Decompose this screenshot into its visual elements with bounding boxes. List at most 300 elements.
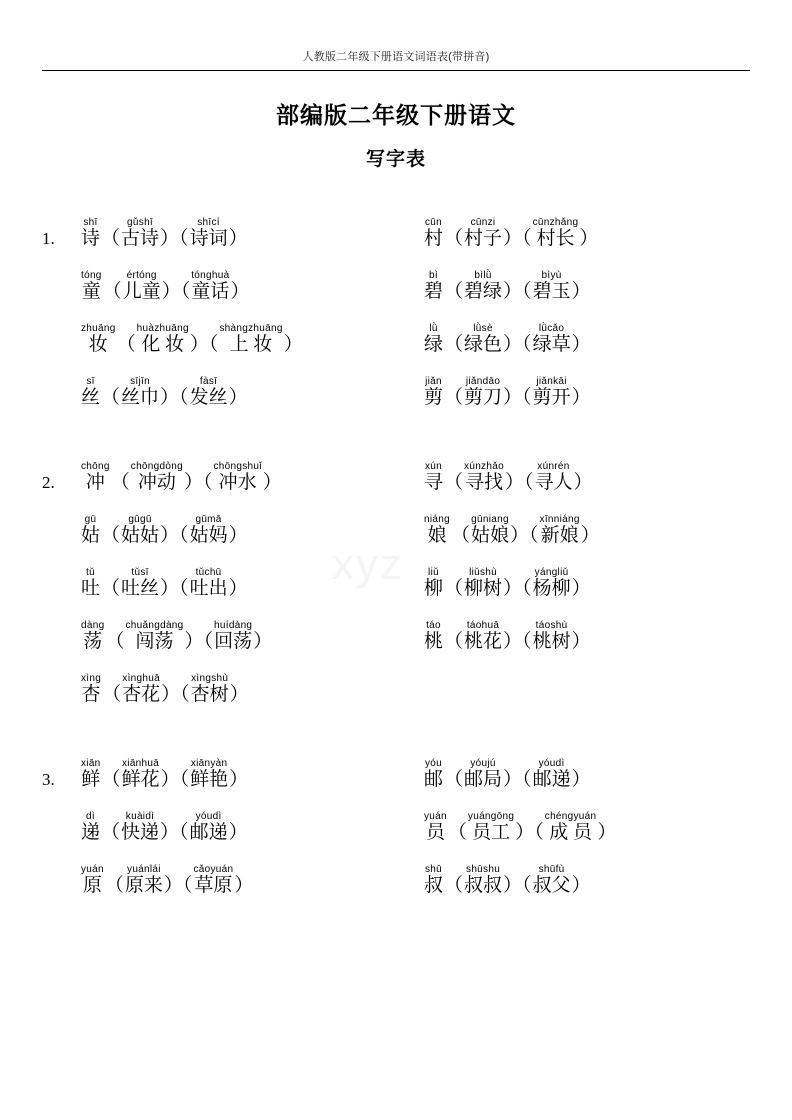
word-cell-right <box>407 217 750 250</box>
punctuation: ） <box>283 334 303 355</box>
ruby-word <box>424 461 443 494</box>
ruby-word <box>81 864 104 897</box>
ruby-word <box>424 323 443 356</box>
punctuation: （ <box>444 875 464 896</box>
running-head <box>42 0 750 64</box>
hanzi: 碧 <box>424 281 444 302</box>
hanzi: 递 <box>81 822 101 843</box>
hanzi: 丝巾 <box>121 387 160 408</box>
ruby-word <box>534 461 572 494</box>
word-cell-left <box>80 514 407 547</box>
pinyin: bìlǜ <box>474 270 492 281</box>
ruby-word <box>190 567 228 600</box>
punctuation: ） <box>571 334 591 355</box>
punctuation: （ <box>444 387 464 408</box>
pinyin: chōngshuǐ <box>213 461 262 472</box>
ruby-word <box>81 217 100 250</box>
ruby-word <box>464 620 502 653</box>
ruby-word <box>190 811 228 844</box>
punctuation: ） <box>580 525 600 546</box>
word-cell-right <box>407 758 750 791</box>
pinyin: tǔ <box>86 567 95 578</box>
hanzi: 丝 <box>81 387 101 408</box>
punctuation: ）（ <box>503 769 532 790</box>
hanzi: 柳树 <box>464 578 503 599</box>
ruby-word <box>121 811 159 844</box>
hanzi: 姑 <box>81 525 101 546</box>
ruby-word <box>464 376 502 409</box>
pinyin: huàzhuāng <box>136 323 189 334</box>
word-row <box>42 461 750 494</box>
hanzi: 上 妆 <box>229 334 273 355</box>
pinyin: huídàng <box>214 620 253 631</box>
punctuation: ） <box>228 578 248 599</box>
word-cell-left <box>80 217 407 250</box>
word-cell-right <box>407 864 750 897</box>
word-cell-right <box>407 567 750 600</box>
punctuation: ） <box>571 769 591 790</box>
word-row <box>42 217 750 250</box>
ruby-word <box>464 461 504 494</box>
pinyin: cǎoyuán <box>193 864 234 875</box>
pinyin: shī <box>83 217 98 228</box>
punctuation: ）（ <box>160 578 189 599</box>
pinyin: xìng <box>81 673 102 684</box>
hanzi: 柳 <box>424 578 444 599</box>
punctuation: ） <box>262 472 282 493</box>
hanzi: 回荡 <box>214 631 253 652</box>
hanzi: 草原 <box>194 875 233 896</box>
hanzi: 杨柳 <box>532 578 571 599</box>
word-cell-right <box>407 270 750 303</box>
hanzi: 妆 <box>88 334 108 355</box>
pinyin: tóng <box>81 270 102 281</box>
punctuation: ） <box>253 631 273 652</box>
pinyin: xún <box>424 461 443 472</box>
hanzi: 新娘 <box>540 525 579 546</box>
pinyin: shūfù <box>538 864 565 875</box>
hanzi: 吐 <box>81 578 101 599</box>
ruby-word <box>123 270 161 303</box>
hanzi: 绿草 <box>532 334 571 355</box>
pinyin: gū <box>84 514 97 525</box>
punctuation: ）（ <box>160 525 189 546</box>
pinyin: xìngshù <box>191 673 229 684</box>
punctuation: ） <box>597 822 617 843</box>
ruby-word <box>137 323 189 356</box>
pinyin: yángliǔ <box>534 567 569 578</box>
pinyin: shàngzhuāng <box>219 323 283 334</box>
word-row <box>42 323 750 356</box>
punctuation: ）（ <box>161 281 191 302</box>
word-cell-right <box>407 323 750 356</box>
ruby-word <box>81 323 116 356</box>
word-cell-right <box>407 811 750 844</box>
punctuation: ） <box>571 281 591 302</box>
running-head-text: 人教版二年级下册语文词语表(带拼音) <box>302 51 490 63</box>
word-row <box>42 758 750 791</box>
pinyin: gūmā <box>195 514 222 525</box>
ruby-word <box>81 620 104 653</box>
ruby-word <box>424 864 443 897</box>
hanzi: 村长 <box>536 228 575 249</box>
word-cell-left <box>80 811 407 844</box>
punctuation: （ <box>101 769 121 790</box>
pinyin: xìnghuā <box>122 673 160 684</box>
word-row <box>42 567 750 600</box>
punctuation: （ <box>101 387 121 408</box>
ruby-word <box>190 217 228 250</box>
punctuation: （ <box>444 472 464 493</box>
hanzi: 姑娘 <box>470 525 509 546</box>
ruby-word <box>464 270 502 303</box>
hanzi: 村子 <box>464 228 503 249</box>
punctuation: （ <box>450 525 470 546</box>
pinyin: bì <box>429 270 438 281</box>
ruby-word <box>464 567 502 600</box>
hanzi: 员 <box>425 822 445 843</box>
punctuation: （ <box>105 631 125 652</box>
pinyin: táohuā <box>466 620 500 631</box>
hanzi: 娘 <box>427 525 447 546</box>
pinyin: lǜcǎo <box>538 323 565 334</box>
pinyin: liǔ <box>428 567 439 578</box>
punctuation: （ <box>104 875 124 896</box>
pinyin: chuǎngdàng <box>125 620 184 631</box>
word-cell-right <box>407 620 750 653</box>
hanzi: 邮局 <box>464 769 503 790</box>
pinyin: sī <box>86 376 95 387</box>
hanzi: 碧玉 <box>532 281 571 302</box>
punctuation: ） <box>571 875 591 896</box>
hanzi: 叔父 <box>532 875 571 896</box>
ruby-word <box>424 620 443 653</box>
punctuation: （ <box>444 631 464 652</box>
pinyin: táo <box>426 620 441 631</box>
pinyin: xúnrén <box>537 461 570 472</box>
word-row <box>42 514 750 547</box>
word-row <box>42 673 750 706</box>
ruby-word <box>81 567 100 600</box>
punctuation: ） <box>229 684 249 705</box>
pinyin: tǔsī <box>131 567 149 578</box>
hanzi: 化 妆 <box>141 334 185 355</box>
hanzi: 叔叔 <box>464 875 503 896</box>
pinyin: cūnzhǎng <box>532 217 579 228</box>
hanzi: 鲜艳 <box>190 769 229 790</box>
title-block <box>42 97 750 171</box>
ruby-word <box>122 673 160 706</box>
pinyin: lǜsè <box>473 323 493 334</box>
pinyin: fàsī <box>199 376 218 387</box>
hanzi: 绿色 <box>464 334 503 355</box>
pinyin: zhuāng <box>81 323 116 334</box>
punctuation: ）（ <box>163 875 193 896</box>
ruby-word <box>122 758 160 791</box>
word-cell-left <box>80 620 407 653</box>
pinyin: gǔshī <box>127 217 154 228</box>
hanzi: 寻找 <box>464 472 503 493</box>
ruby-word <box>533 620 571 653</box>
hanzi: 剪 <box>424 387 444 408</box>
ruby-word <box>121 567 159 600</box>
ruby-word <box>533 758 571 791</box>
word-group <box>42 461 750 706</box>
pinyin: yóu <box>424 758 443 769</box>
hanzi: 古诗 <box>121 228 160 249</box>
pinyin: yóudì <box>195 811 222 822</box>
word-group <box>42 217 750 409</box>
word-cell-left <box>80 323 407 356</box>
ruby-word <box>545 811 597 844</box>
punctuation: ）（ <box>503 387 532 408</box>
pinyin: táoshù <box>535 620 568 631</box>
page-title: 部编版二年级下册语文 <box>276 102 516 128</box>
punctuation: ）（ <box>503 334 532 355</box>
pinyin: dàng <box>81 620 105 631</box>
pinyin: tǔchū <box>195 567 222 578</box>
pinyin: xiān <box>81 758 101 769</box>
ruby-word <box>213 461 261 494</box>
ruby-word <box>464 758 502 791</box>
pinyin: liǔshù <box>469 567 497 578</box>
punctuation: ） <box>571 578 591 599</box>
punctuation: ） <box>228 822 248 843</box>
ruby-word <box>468 811 514 844</box>
punctuation: （ <box>444 578 464 599</box>
hanzi: 邮 <box>424 769 444 790</box>
punctuation: ） <box>228 387 248 408</box>
pinyin: shūshu <box>466 864 501 875</box>
punctuation: ） <box>571 387 591 408</box>
word-cell-left <box>80 270 407 303</box>
group-number: 3. <box>42 770 55 789</box>
pinyin: jiǎn <box>425 376 442 387</box>
ruby-word <box>424 758 443 791</box>
hanzi: 员工 <box>472 822 511 843</box>
pinyin: jiǎndāo <box>465 376 501 387</box>
punctuation: ） <box>229 769 249 790</box>
word-group <box>42 758 750 897</box>
punctuation: ）（ <box>189 334 219 355</box>
hanzi: 姑姑 <box>121 525 160 546</box>
watermark: xyz <box>332 540 404 589</box>
hanzi: 桃 <box>424 631 444 652</box>
punctuation: ） <box>573 472 593 493</box>
punctuation: ） <box>579 228 599 249</box>
hanzi: 村 <box>424 228 444 249</box>
ruby-word <box>533 567 571 600</box>
punctuation: （ <box>101 228 121 249</box>
pinyin: chōng <box>81 461 110 472</box>
word-cell-left <box>80 461 407 494</box>
ruby-word <box>464 864 502 897</box>
ruby-word <box>81 758 101 791</box>
punctuation: （ <box>101 822 121 843</box>
hanzi: 桃树 <box>532 631 571 652</box>
hanzi: 冲水 <box>218 472 257 493</box>
ruby-word <box>121 217 159 250</box>
punctuation: ）（ <box>160 387 189 408</box>
punctuation: ）（ <box>503 228 532 249</box>
pinyin: shīcí <box>197 217 220 228</box>
pinyin: yóujú <box>470 758 496 769</box>
pinyin: xiānyàn <box>190 758 228 769</box>
punctuation: （ <box>116 334 136 355</box>
word-row <box>42 864 750 897</box>
pinyin: értóng <box>126 270 157 281</box>
punctuation: ）（ <box>504 472 534 493</box>
punctuation: （ <box>102 281 122 302</box>
punctuation: ） <box>228 228 248 249</box>
hanzi: 吐出 <box>189 578 228 599</box>
page-subtitle: 写字表 <box>365 149 426 170</box>
pinyin: jiǎnkāi <box>536 376 567 387</box>
hanzi: 童话 <box>191 281 230 302</box>
punctuation: ）（ <box>510 525 539 546</box>
ruby-word <box>81 811 100 844</box>
ruby-word <box>190 758 228 791</box>
hanzi: 诗 <box>81 228 101 249</box>
pinyin: chōngdòng <box>130 461 183 472</box>
word-row <box>42 620 750 653</box>
ruby-word <box>533 376 571 409</box>
punctuation: ）（ <box>515 822 544 843</box>
pinyin: bìyù <box>541 270 562 281</box>
hanzi: 儿童 <box>122 281 161 302</box>
pinyin: lǜ <box>429 323 438 334</box>
hanzi: 剪开 <box>532 387 571 408</box>
punctuation: ） <box>234 875 254 896</box>
punctuation: ）（ <box>503 281 532 302</box>
ruby-word <box>424 514 450 547</box>
punctuation: ）（ <box>160 769 190 790</box>
word-list-container <box>42 217 750 897</box>
ruby-word <box>424 567 443 600</box>
pinyin: niáng <box>424 514 450 525</box>
ruby-word <box>424 217 443 250</box>
punctuation: ）（ <box>161 684 190 705</box>
hanzi: 杏 <box>81 684 101 705</box>
pinyin: yuángōng <box>467 811 515 822</box>
punctuation: （ <box>444 334 464 355</box>
punctuation: ）（ <box>503 631 532 652</box>
ruby-word <box>533 864 571 897</box>
pinyin: yuánlái <box>127 864 161 875</box>
pinyin: xiānhuā <box>122 758 160 769</box>
pinyin: cūnzi <box>470 217 496 228</box>
word-cell-right <box>407 376 750 409</box>
punctuation: （ <box>102 684 122 705</box>
punctuation: ）（ <box>183 472 213 493</box>
word-cell-left <box>80 758 407 791</box>
ruby-word <box>121 514 159 547</box>
hanzi: 童 <box>81 281 101 302</box>
hanzi: 成 员 <box>549 822 592 843</box>
hanzi: 鲜花 <box>121 769 160 790</box>
ruby-word <box>424 811 447 844</box>
punctuation: （ <box>444 281 464 302</box>
ruby-word <box>81 376 100 409</box>
punctuation: （ <box>101 525 121 546</box>
hanzi: 邮递 <box>189 822 228 843</box>
ruby-word <box>424 376 443 409</box>
punctuation: （ <box>447 822 467 843</box>
word-cell-right <box>407 461 750 494</box>
ruby-word <box>424 270 443 303</box>
header-divider <box>42 70 750 71</box>
hanzi: 姑妈 <box>189 525 228 546</box>
pinyin: xīnniáng <box>539 514 580 525</box>
pinyin: cūn <box>424 217 443 228</box>
ruby-word <box>131 461 183 494</box>
ruby-word <box>191 270 229 303</box>
ruby-word <box>190 376 228 409</box>
pinyin: yuán <box>424 811 447 822</box>
ruby-word <box>81 514 100 547</box>
ruby-word <box>190 514 228 547</box>
hanzi: 荡 <box>83 631 103 652</box>
ruby-word <box>193 864 233 897</box>
hanzi: 原 <box>82 875 102 896</box>
hanzi: 冲动 <box>137 472 176 493</box>
hanzi: 快递 <box>121 822 160 843</box>
pinyin: kuàidì <box>125 811 155 822</box>
punctuation: ） <box>571 631 591 652</box>
pinyin: dì <box>86 811 95 822</box>
word-cell-right <box>407 514 750 547</box>
hanzi: 邮递 <box>532 769 571 790</box>
ruby-word <box>81 461 110 494</box>
word-row <box>42 376 750 409</box>
hanzi: 发丝 <box>189 387 228 408</box>
punctuation: ） <box>228 525 248 546</box>
ruby-word <box>81 270 102 303</box>
pinyin: sījīn <box>130 376 150 387</box>
hanzi: 桃花 <box>464 631 503 652</box>
word-row <box>42 811 750 844</box>
hanzi: 碧绿 <box>464 281 503 302</box>
ruby-word <box>464 217 502 250</box>
group-number: 2. <box>42 473 55 492</box>
punctuation: （ <box>444 228 464 249</box>
punctuation: ）（ <box>503 875 532 896</box>
word-cell-left <box>80 376 407 409</box>
hanzi: 诗词 <box>189 228 228 249</box>
pinyin: gūgū <box>128 514 152 525</box>
ruby-word <box>81 673 101 706</box>
word-cell-left <box>80 864 407 897</box>
ruby-word <box>125 864 163 897</box>
punctuation: ）（ <box>160 822 189 843</box>
ruby-word <box>540 514 580 547</box>
ruby-word <box>219 323 282 356</box>
pinyin: yóudì <box>538 758 565 769</box>
group-number: 1. <box>42 229 55 248</box>
hanzi: 闯荡 <box>135 631 174 652</box>
hanzi: 绿 <box>424 334 444 355</box>
pinyin: tónghuà <box>191 270 230 281</box>
punctuation: （ <box>110 472 130 493</box>
punctuation: ）（ <box>503 578 532 599</box>
hanzi: 吐丝 <box>121 578 160 599</box>
ruby-word <box>533 270 571 303</box>
punctuation: ）（ <box>184 631 214 652</box>
ruby-word <box>471 514 509 547</box>
ruby-word <box>533 217 579 250</box>
punctuation: ）（ <box>160 228 189 249</box>
pinyin: shū <box>424 864 443 875</box>
